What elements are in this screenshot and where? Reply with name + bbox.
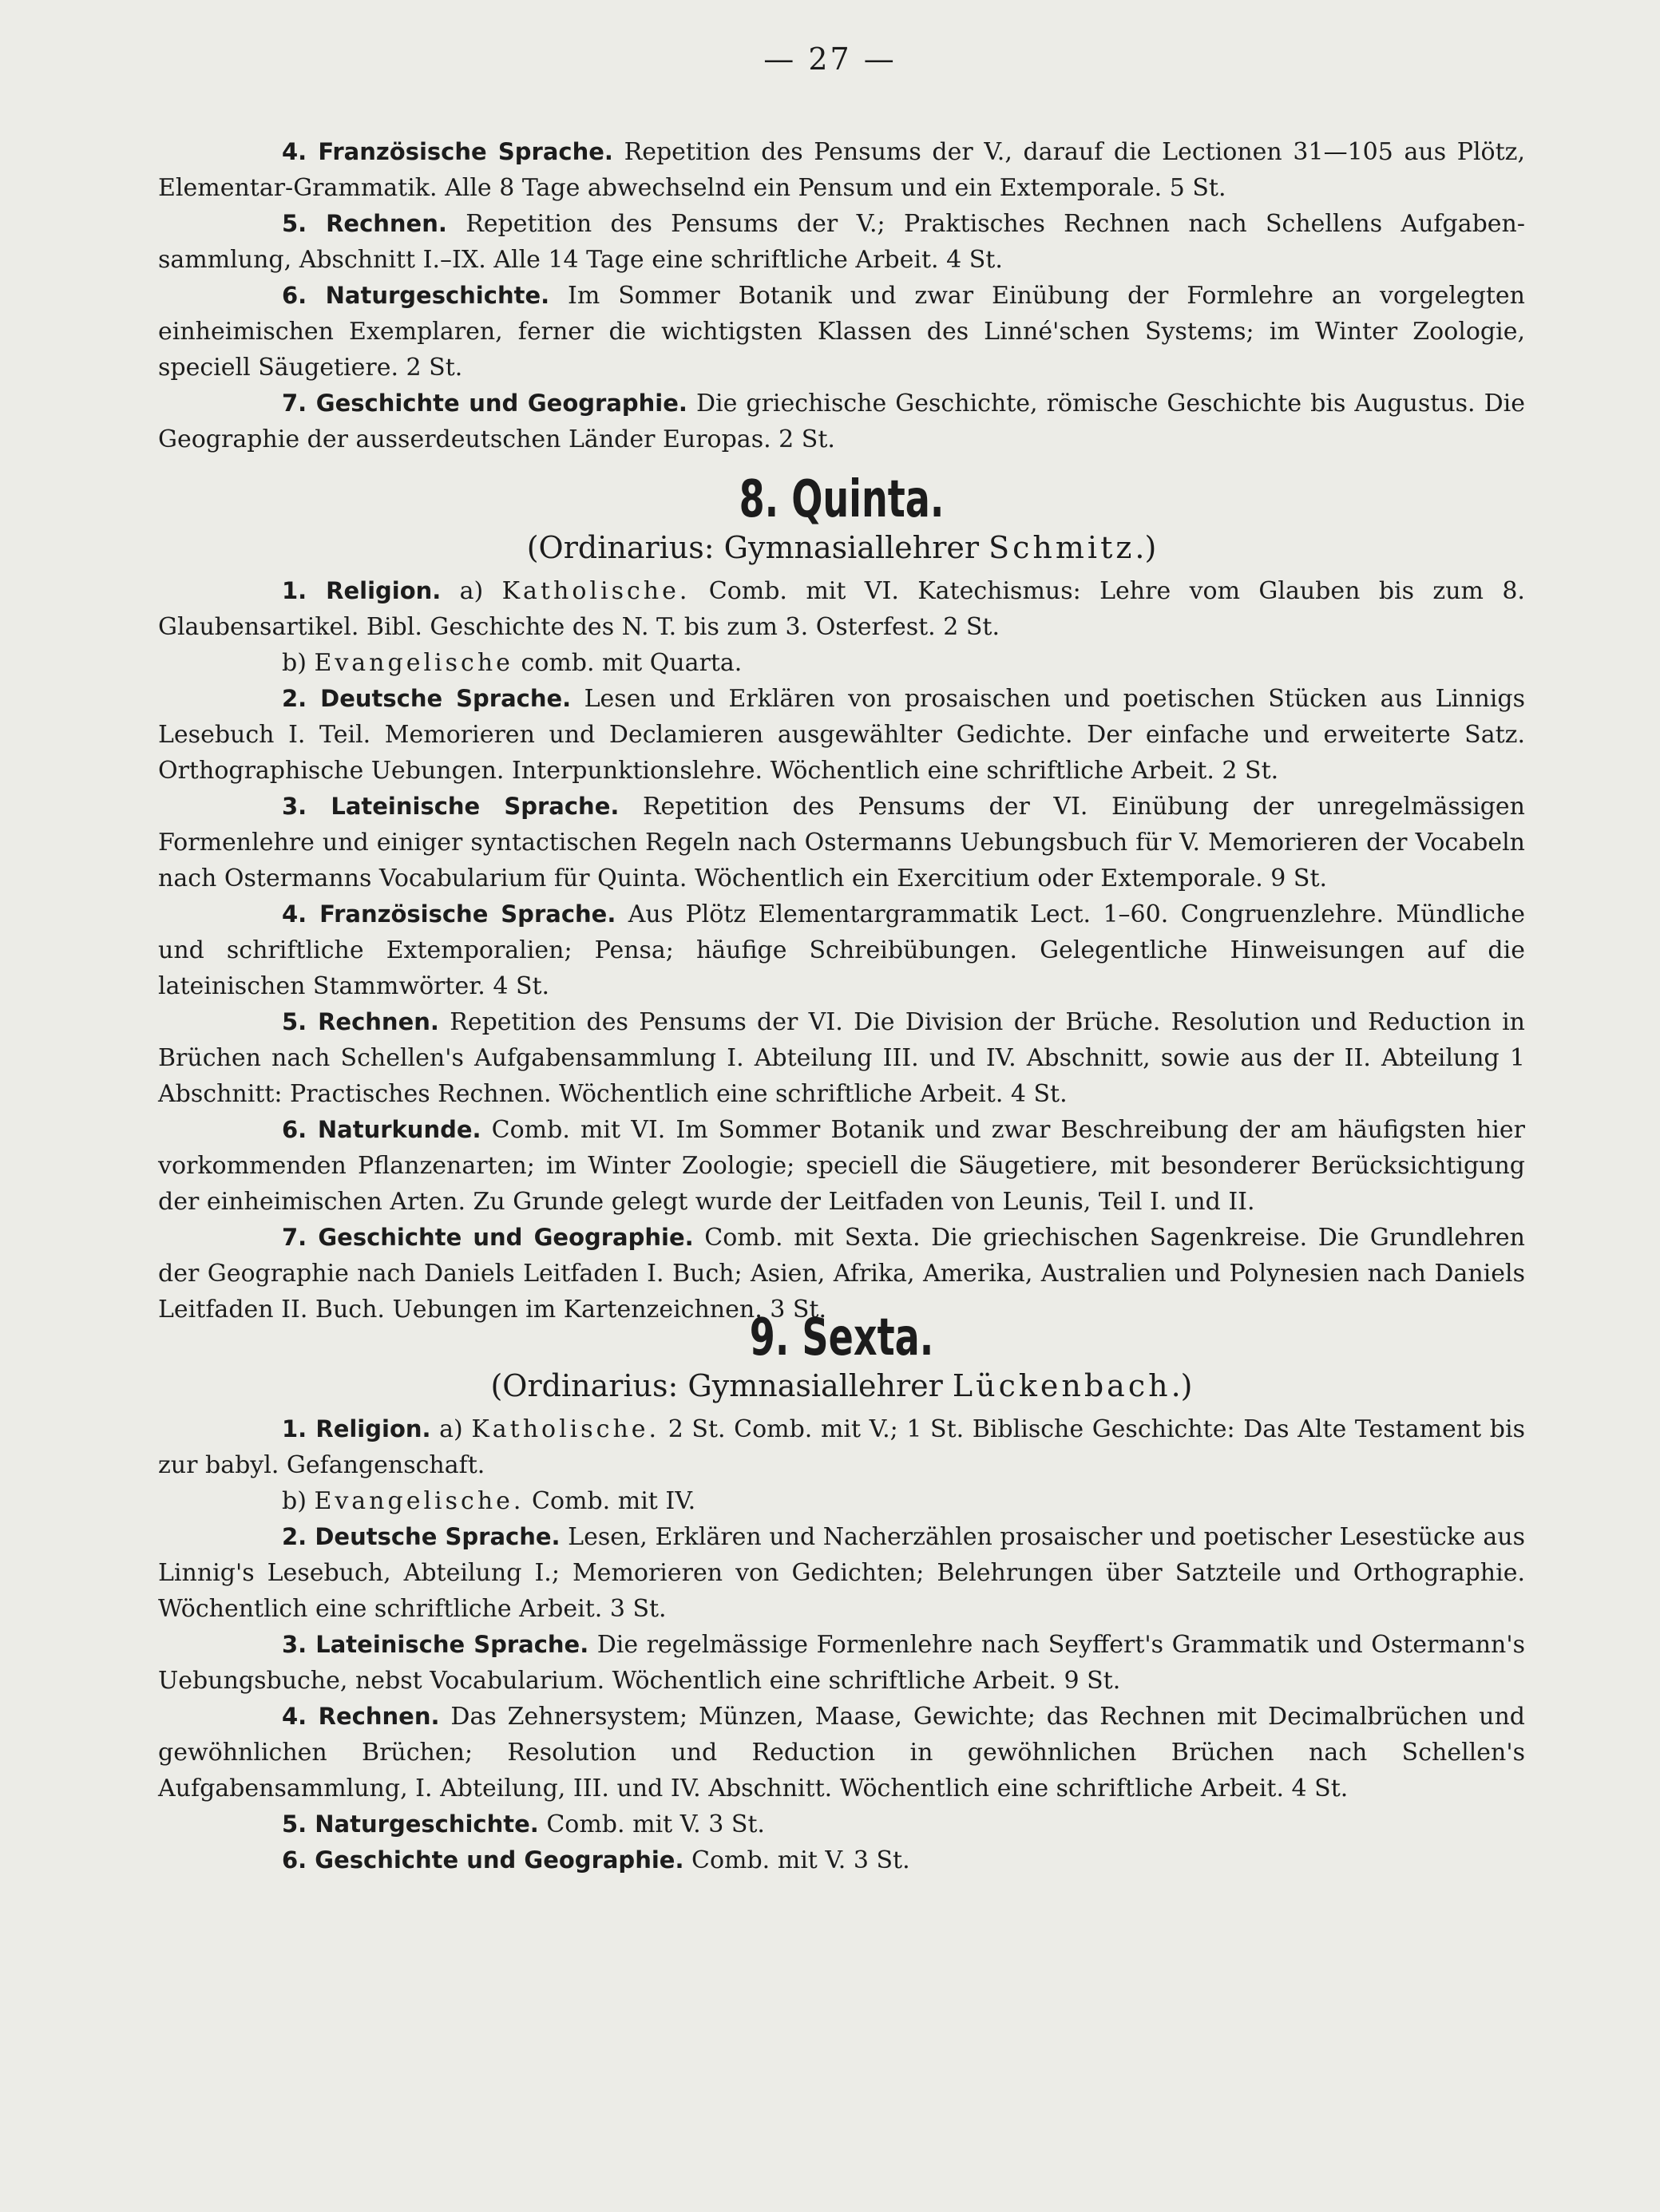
ordinarius-prefix: (Ordinarius: Gymnasiallehrer [526, 530, 989, 565]
item-heading: 1. Religion. [282, 1415, 431, 1442]
item-text: Repetition des Pensums der V.; Praktisches Rechnen nach Schellens Aufgaben-sammlung, Abschnitt I.–IX. Alle 14 Tage eine schriftliche Arbeit. 4 St. [158, 210, 1525, 274]
item-text: Die griechische Geschichte, römische Geschichte bis Augustus. Die Geographie der ausserdeutschen Länder Europas. 2 St. [158, 390, 1526, 453]
item-heading: 5. Rechnen. [282, 210, 447, 237]
item-text: Repetition des Pensums der V., darauf die Lectionen 31—105 aus Plötz, Elementar-Grammatik. Alle 8 Tage abwechselnd ein Pensum und ein Extemporale. 5 St. [158, 138, 1526, 202]
item-heading: 6. Naturgeschichte. [282, 282, 550, 309]
list-item [158, 681, 1525, 789]
ordinarius-suffix: .) [1135, 530, 1157, 565]
list-item [158, 1699, 1525, 1806]
item-text: Im Sommer Botanik und zwar Einübung der Formlehre an vorgelegten einheimischen Exemplaren, ferner die wichtigsten Klassen des Linné'schen Systems; im Winter Zoologie, speciell Säugetiere. 2 St. [158, 282, 1526, 382]
ordinarius-line [158, 1367, 1525, 1405]
religion-a-label: a) [430, 1415, 472, 1443]
section-sexta [158, 1309, 1525, 1878]
item-text: Comb. mit Sexta. Die griechischen Sagenkreise. Die Grundlehren der Geographie nach Daniels Leitfaden I. Buch; Asien, Afrika, Amerika, Australien und Polynesien nach Daniels Leitfaden II. Buch. Uebungen im Kartenzeichnen. 3 St. [158, 1224, 1526, 1324]
list-item-religion [158, 1411, 1525, 1483]
item-heading: 6. Naturkunde. [282, 1116, 481, 1143]
list-item [158, 1519, 1525, 1627]
list-item-religion-b [158, 1483, 1525, 1519]
religion-a-confession: Katholische. [501, 577, 691, 605]
item-heading: 4. Französische Sprache. [282, 138, 613, 165]
item-text: Comb. mit V. 3 St. [538, 1810, 765, 1838]
religion-b-confession: Evangelische [314, 649, 513, 677]
item-text: Comb. mit VI. Im Sommer Botanik und zwar Beschreibung der am häufigsten hier vorkommenden Pflanzenarten; im Winter Zoologie; speciell die Säugetiere, mit besonderer Berücksichtigung der einheimischen Arten. Zu Grunde gelegt wurde der Leitfaden von Leunis, Teil I. und II. [158, 1116, 1525, 1216]
list-item-religion [158, 573, 1525, 645]
section-quinta [158, 471, 1525, 1328]
item-heading: 1. Religion. [282, 577, 442, 604]
section-title-sexta: 9. Sexta. [749, 1308, 934, 1367]
item-heading: 5. Naturgeschichte. [282, 1810, 539, 1838]
list-item [158, 1112, 1525, 1220]
top-items [158, 134, 1525, 457]
religion-b-label: b) [282, 649, 315, 677]
item-heading: 2. Deutsche Sprache. [282, 1523, 561, 1550]
item-text: Comb. mit V. 3 St. [683, 1846, 910, 1874]
item-heading: 2. Deutsche Sprache. [282, 685, 572, 712]
list-item [158, 1004, 1525, 1112]
ordinarius-suffix: .) [1171, 1368, 1193, 1403]
item-heading: 5. Rechnen. [282, 1008, 439, 1035]
item-text: Repetition des Pensums der VI. Einübung der unregelmässigen Formenlehre und einiger syntactischen Regeln nach Ostermanns Uebungsbuch für V. Memorieren der Vocabeln nach Ostermanns Vocabularium für Quinta. Wöchentlich ein Exercitium oder Extemporale. 9 St. [158, 793, 1525, 892]
item-heading: 7. Geschichte und Geographie. [282, 390, 687, 417]
list-item [158, 386, 1525, 457]
religion-b-label: b) [282, 1487, 315, 1515]
item-text: Das Zehnersystem; Münzen, Maase, Gewichte; das Rechnen mit Decimalbrüchen und gewöhnlichen Brüchen; Resolution und Reduction in gewöhnlichen Brüchen nach Schellen's Aufgabensammlung, I. Abteilung, III. und IV. Abschnitt. Wöchentlich eine schriftliche Arbeit. 4 St. [158, 1703, 1525, 1802]
list-item [158, 1806, 1525, 1842]
list-item-religion-b [158, 645, 1525, 681]
item-heading: 3. Lateinische Sprache. [282, 1631, 589, 1658]
item-heading: 7. Geschichte und Geographie. [282, 1224, 694, 1251]
religion-a-text: 2 St. Comb. mit V.; 1 St. Biblische Geschichte: Das Alte Testament bis zur babyl. Gefangenschaft. [158, 1415, 1525, 1479]
page-number: — 27 — [763, 42, 897, 77]
ordinarius-name: Lückenbach [952, 1368, 1171, 1403]
religion-b-text: comb. mit Quarta. [513, 649, 743, 677]
list-item [158, 1627, 1525, 1699]
list-item [158, 134, 1525, 206]
item-text: Die regelmässige Formenlehre nach Seyffert's Grammatik und Ostermann's Uebungsbuche, nebst Vocabularium. Wöchentlich eine schriftliche Arbeit. 9 St. [158, 1631, 1526, 1695]
ordinarius-prefix: (Ordinarius: Gymnasiallehrer [490, 1368, 953, 1403]
item-heading: 4. Französische Sprache. [282, 900, 616, 928]
item-heading: 6. Geschichte und Geographie. [282, 1846, 684, 1874]
religion-b-confession: Evangelische. [314, 1487, 525, 1515]
item-text: Aus Plötz Elementargrammatik Lect. 1–60. Congruenzlehre. Mündliche und schriftliche Extemporalien; Pensa; häufige Schreibübungen. Gelegentliche Hinweisungen auf die lateinischen Stammwörter. 4 St. [158, 900, 1526, 1000]
item-heading: 4. Rechnen. [282, 1703, 440, 1730]
religion-b-text: Comb. mit IV. [524, 1487, 696, 1515]
list-item [158, 206, 1525, 278]
item-text: Repetition des Pensums der VI. Die Division der Brüche. Resolution und Reduction in Brüchen nach Schellen's Aufgabensammlung I. Abteilung III. und IV. Abschnitt, sowie aus der II. Abteilung 1 Abschnitt: Practisches Rechnen. Wöchentlich eine schriftliche Arbeit. 4 St. [158, 1008, 1525, 1108]
religion-a-label: a) [441, 577, 502, 605]
ordinarius-name: Schmitz [988, 530, 1135, 565]
item-heading: 3. Lateinische Sprache. [282, 793, 620, 820]
religion-a-text: Comb. mit VI. Katechismus: Lehre vom Glauben bis zum 8. Glaubensartikel. Bibl. Geschichte des N. T. bis zum 3. Osterfest. 2 St. [158, 577, 1525, 641]
section-title-quinta: 8. Quinta. [739, 470, 945, 529]
list-item [158, 896, 1525, 1004]
item-text: Lesen und Erklären von prosaischen und poetischen Stücken aus Linnigs Lesebuch I. Teil. Memorieren und Declamieren ausgewählter Gedichte. Der einfache und erweiterte Satz. Orthographische Uebungen. Interpunktionslehre. Wöchentlich eine schriftliche Arbeit. 2 St. [158, 685, 1525, 785]
list-item [158, 278, 1525, 386]
list-item [158, 789, 1525, 896]
religion-a-confession: Katholische. [471, 1415, 660, 1443]
item-text: Lesen, Erklären und Nacherzählen prosaischer und poetischer Lesestücke aus Linnig's Lesebuch, Abteilung I.; Memorieren von Gedichten; Belehrungen über Satzteile und Orthographie. Wöchentlich eine schriftliche Arbeit. 3 St. [158, 1523, 1525, 1623]
list-item [158, 1842, 1525, 1878]
ordinarius-line [158, 528, 1525, 567]
